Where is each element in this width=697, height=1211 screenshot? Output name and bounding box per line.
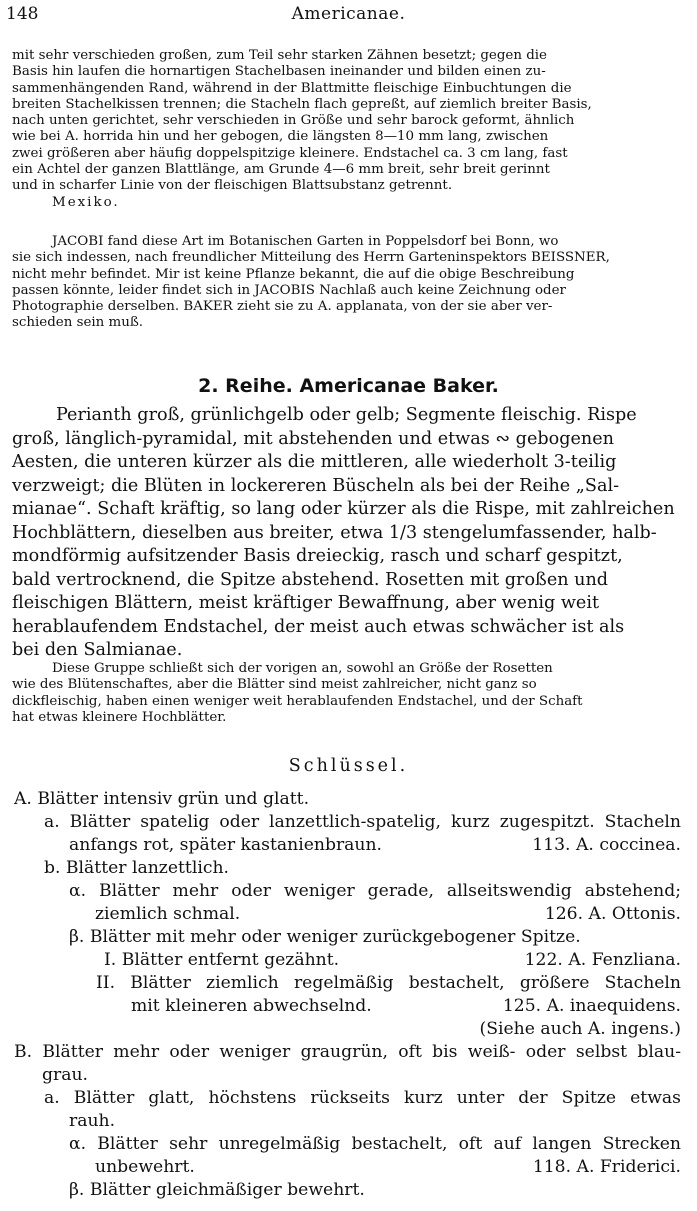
key-line-text: ziemlich schmal. [95, 904, 241, 924]
key-line-text: a. Blätter glatt, höchstens rückseits kurz unter der Spitze etwas [44, 1088, 681, 1108]
key-line-reference: 126. A. Ottonis. [544, 904, 681, 924]
description-continuation [12, 48, 682, 211]
key-line [0, 1110, 697, 1133]
text-line: sie sich indessen, nach freundlicher Mitteilung des Herrn Garteninspektors BEISSNER, [12, 250, 610, 266]
text-line: herablaufendem Endstachel, der meist auch etwas schwächer ist als [12, 616, 625, 637]
text-line: Basis hin laufen die hornartigen Stachelbasen ineinander und bilden einen zu- [12, 64, 546, 80]
text-line: bald vertrocknend, die Spitze abstehend. Rosetten mit großen und [12, 569, 609, 590]
text-line: und in scharfer Linie von der fleischigen Blattsubstanz getrennt. [12, 178, 453, 194]
key-line-text: I. Blätter entfernt gezähnt. [104, 950, 340, 970]
key-line-text: β. Blätter gleichmäßiger bewehrt. [69, 1180, 365, 1200]
key-line-text: mit kleineren abwechselnd. [131, 996, 372, 1016]
text-line: dickfleischig, haben einen weniger weit herablaufenden Endstachel, und der Schaft [12, 693, 583, 709]
key-line [0, 1179, 697, 1202]
key-line-reference: 122. A. Fenzliana. [524, 950, 681, 970]
identification-key [0, 788, 697, 1202]
text-line: JACOBI fand diese Art im Botanischen Garten in Poppelsdorf bei Bonn, wo [52, 234, 559, 249]
key-line-text: A. Blätter intensiv grün und glatt. [14, 789, 310, 809]
key-line-text: a. Blätter spatelig oder lanzettlich-spatelig, kurz zugespitzt. Stacheln [44, 812, 681, 832]
text-line: wie bei A. horrida hin und her gebogen, die längsten 8—10 mm lang, zwischen [12, 129, 549, 145]
key-line [0, 1041, 697, 1064]
key-line [0, 1087, 697, 1110]
text-line: wie des Blütenschaftes, aber die Blätter sind meist zahlreicher, nicht ganz so [12, 677, 537, 693]
key-line-text: unbewehrt. [95, 1157, 195, 1177]
text-line: verzweigt; die Blüten in lockereren Büscheln als bei der Reihe „Sal- [12, 475, 620, 496]
key-line [0, 1018, 697, 1041]
key-line [0, 903, 697, 926]
key-title: Schlüssel. [288, 756, 409, 776]
text-line: schieden sein muß. [12, 315, 144, 331]
text-line: sammenhängenden Rand, während in der Blattmitte fleischige Einbuchtungen die [12, 80, 572, 96]
key-line [0, 972, 697, 995]
text-line: Aesten, die unteren kürzer als die mittleren, alle wiederholt 3-teilig [12, 452, 617, 472]
key-line-text: β. Blätter mit mehr oder weniger zurückgebogener Spitze. [69, 927, 581, 947]
key-line-reference: 125. A. inaequidens. [502, 996, 681, 1016]
text-line: ein Achtel der ganzen Blattlänge, am Grunde 4—6 mm breit, sehr breit gerinnt [12, 162, 550, 178]
text-line: Perianth groß, grünlichgelb oder gelb; Segmente fleischig. Rispe [56, 405, 637, 425]
text-line: hat etwas kleinere Hochblätter. [12, 709, 227, 725]
text-line: fleischigen Blättern, meist kräftiger Bewaffnung, aber wenig weit [12, 593, 600, 613]
key-line-text: rauh. [69, 1111, 116, 1131]
section-heading: 2. Reihe. Americanae Baker. [198, 375, 499, 397]
group-note [12, 661, 682, 726]
key-line [0, 1133, 697, 1156]
key-line-text: α. Blätter mehr oder weniger gerade, allseitswendig abstehend; [69, 881, 681, 901]
key-line [0, 788, 697, 811]
text-line: zwei größeren aber häufig doppelspitzige kleinere. Endstachel ca. 3 cm lang, fast [12, 145, 568, 161]
text-line: mondförmig aufsitzender Basis dreieckig, rasch und scharf gespitzt, [12, 546, 623, 566]
key-line-text: II. Blätter ziemlich regelmäßig bestachelt, größere Stacheln [96, 973, 681, 993]
text-line: breiten Stachelkissen trennen; die Stacheln flach gepreßt, auf ziemlich breiter Basis, [12, 96, 592, 112]
key-line [0, 1064, 697, 1087]
text-line: Hochblättern, dieselben aus breiter, etwa 1/3 stengelumfassender, halb- [12, 522, 657, 543]
key-line [0, 995, 697, 1018]
text-line: nach unten gerichtet, sehr verschieden in Größe und sehr barock geformt, ähnlich [12, 113, 575, 129]
text-line: Photographie derselben. BAKER zieht sie zu A. applanata, von der sie aber ver- [12, 299, 553, 315]
key-line-text: α. Blätter sehr unregelmäßig bestachelt, oft auf langen Strecken [69, 1134, 681, 1154]
key-line-text: B. Blätter mehr oder weniger graugrün, oft bis weiß- oder selbst blau- [14, 1042, 681, 1062]
note-paragraph [12, 234, 682, 332]
text-line: Diese Gruppe schließt sich der vorigen an, sowohl an Größe der Rosetten [52, 661, 553, 676]
key-line [0, 949, 697, 972]
key-line [0, 926, 697, 949]
series-description [12, 404, 682, 663]
key-line-reference: 118. A. Friderici. [532, 1157, 681, 1177]
key-line [0, 880, 697, 903]
page-number: 148 [6, 4, 39, 24]
key-line [0, 857, 697, 880]
key-line [0, 834, 697, 857]
text-line: mit sehr verschieden großen, zum Teil sehr starken Zähnen besetzt; gegen die [12, 48, 547, 63]
key-line [0, 811, 697, 834]
key-line [0, 1156, 697, 1179]
text-line: groß, länglich-pyramidal, mit abstehenden und etwas ∾ gebogenen [12, 428, 614, 449]
key-line-reference: 113. A. coccinea. [532, 835, 681, 855]
key-line-text: b. Blätter lanzettlich. [44, 858, 229, 878]
locality: Mexiko. [52, 194, 120, 210]
text-line: bei den Salmianae. [12, 640, 183, 660]
key-line-text: grau. [42, 1065, 88, 1085]
text-line: passen könnte, leider findet sich in JACOBIS Nachlaß auch keine Zeichnung oder [12, 282, 566, 298]
running-title: Americanae. [291, 4, 406, 24]
text-line: nicht mehr befindet. Mir ist keine Pflanze bekannt, die auf die obige Beschreibung [12, 266, 575, 282]
key-line-reference: (Siehe auch A. ingens.) [479, 1019, 681, 1039]
key-line-text: anfangs rot, später kastanienbraun. [69, 835, 383, 855]
text-line: mianae“. Schaft kräftig, so lang oder kürzer als die Rispe, mit zahlreichen [12, 499, 675, 519]
